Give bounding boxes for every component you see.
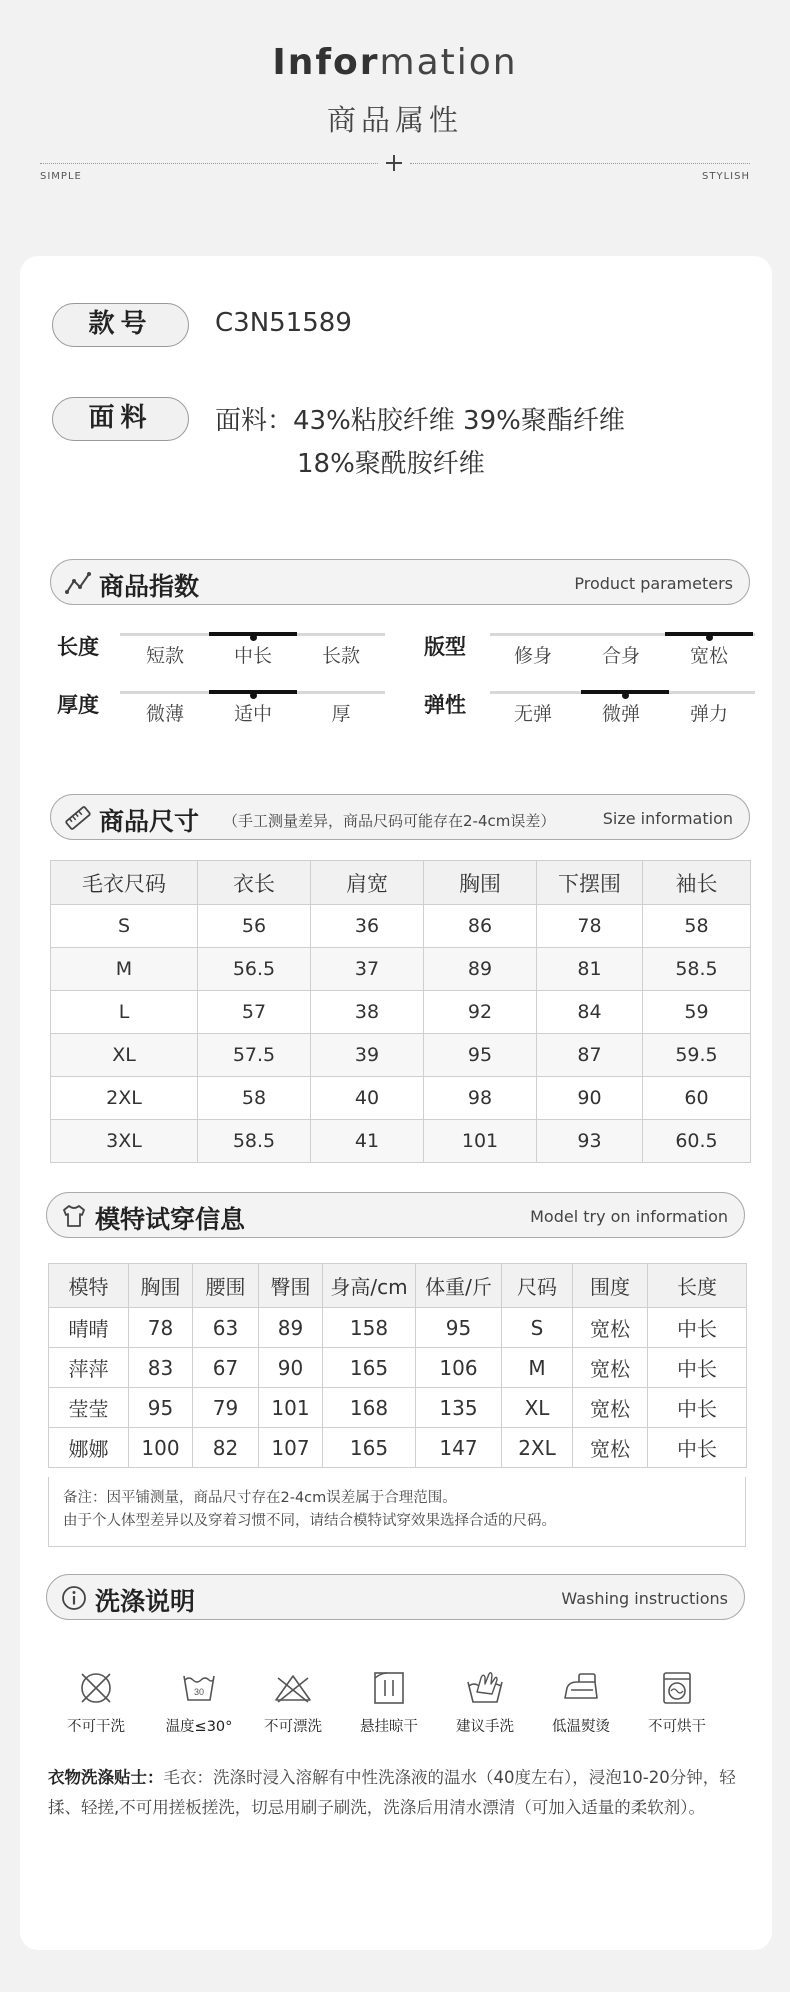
table-cell: XL <box>51 1034 198 1077</box>
table-cell: 39 <box>311 1034 424 1077</box>
table-cell: XL <box>502 1388 573 1428</box>
table-cell: 63 <box>193 1308 259 1348</box>
scale-option: 弹力 <box>689 703 728 725</box>
scale-marker <box>250 634 257 641</box>
table-cell: 3XL <box>51 1120 198 1163</box>
table-cell: 中长 <box>648 1428 747 1468</box>
size-title: 商品尺寸 <box>99 807 200 836</box>
table-cell: 宽松 <box>573 1428 648 1468</box>
table-row <box>51 905 751 948</box>
wash-section-bar <box>46 1574 745 1620</box>
scale-label: 厚度 <box>57 693 99 717</box>
wash-item-no-dry-clean <box>48 1668 144 1736</box>
table-cell: 95 <box>424 1034 537 1077</box>
table-cell: S <box>502 1308 573 1348</box>
table-cell: 106 <box>416 1348 502 1388</box>
col-header: 腰围 <box>193 1264 259 1308</box>
table-cell: 萍萍 <box>49 1348 129 1388</box>
trend-icon <box>65 570 91 596</box>
cross-icon <box>385 154 403 172</box>
wash-label: 不可漂洗 <box>264 1719 322 1735</box>
hand-wash-icon <box>465 1668 505 1708</box>
table-cell: 82 <box>193 1428 259 1468</box>
scale-option: 厚 <box>331 703 351 725</box>
table-cell: 2XL <box>502 1428 573 1468</box>
size-section-bar <box>50 794 750 840</box>
header-divider-right <box>410 163 750 164</box>
table-cell: 165 <box>323 1428 416 1468</box>
ruler-icon <box>65 805 91 831</box>
table-row <box>51 948 751 991</box>
table-cell: 60 <box>643 1077 751 1120</box>
header-title <box>0 42 790 83</box>
scale-option: 长款 <box>321 645 360 667</box>
table-cell: 81 <box>537 948 643 991</box>
table-row <box>51 1077 751 1120</box>
col-header: 毛衣尺码 <box>51 861 198 905</box>
col-header: 袖长 <box>643 861 751 905</box>
table-cell: 58.5 <box>643 948 751 991</box>
table-cell: 58 <box>198 1077 311 1120</box>
header-right-word: STYLISH <box>702 171 750 182</box>
table-cell: 79 <box>193 1388 259 1428</box>
hang-dry-icon <box>369 1668 409 1708</box>
header-divider-left <box>40 163 378 164</box>
wash-label: 悬挂晾干 <box>360 1719 418 1735</box>
header-title-bold: Infor <box>272 42 380 83</box>
table-cell: 59 <box>643 991 751 1034</box>
table-cell: L <box>51 991 198 1034</box>
table-cell: 158 <box>323 1308 416 1348</box>
col-header: 胸围 <box>424 861 537 905</box>
scale-option: 中长 <box>233 645 272 667</box>
scale-label: 版型 <box>424 635 466 659</box>
params-en: Product parameters <box>574 574 733 593</box>
table-row <box>49 1388 747 1428</box>
wash-temp-badge: 30 <box>193 1687 205 1697</box>
wash-tips <box>48 1763 768 1823</box>
shirt-icon <box>61 1203 87 1229</box>
table-cell: 100 <box>129 1428 193 1468</box>
wash-item-low-iron <box>533 1668 629 1736</box>
header-subtitle: 商品属性 <box>326 103 463 137</box>
size-note: （手工测量差异，商品尺码可能存在2-4cm误差） <box>223 812 556 830</box>
table-cell: S <box>51 905 198 948</box>
wash-30-icon <box>179 1668 219 1708</box>
model-en: Model try on information <box>530 1207 728 1226</box>
no-dry-clean-icon <box>76 1668 116 1708</box>
table-cell: 莹莹 <box>49 1388 129 1428</box>
table-cell: 41 <box>311 1120 424 1163</box>
col-header: 模特 <box>49 1264 129 1308</box>
size-en: Size information <box>602 809 733 828</box>
table-cell: 38 <box>311 991 424 1034</box>
wash-label: 建议手洗 <box>456 1719 514 1735</box>
model-title: 模特试穿信息 <box>95 1205 246 1234</box>
table-cell: M <box>502 1348 573 1388</box>
wash-label: 温度≤30° <box>165 1719 233 1735</box>
table-cell: 95 <box>416 1308 502 1348</box>
wash-item-no-tumble-dry <box>629 1668 725 1736</box>
fabric-line-2: 18%聚酰胺纤维 <box>297 449 485 479</box>
table-row <box>51 991 751 1034</box>
table-row <box>49 1428 747 1468</box>
no-bleach-icon <box>273 1668 313 1708</box>
col-header: 肩宽 <box>311 861 424 905</box>
scale-option: 适中 <box>233 703 272 725</box>
table-cell: 宽松 <box>573 1348 648 1388</box>
style-value: C3N51589 <box>215 308 352 338</box>
table-cell: 86 <box>424 905 537 948</box>
table-cell: 168 <box>323 1388 416 1428</box>
table-cell: 56 <box>198 905 311 948</box>
remark-line-1: 备注：因平铺测量，商品尺寸存在2-4cm误差属于合理范围。 <box>63 1490 457 1506</box>
table-cell: 95 <box>129 1388 193 1428</box>
wash-tips-text: 毛衣：洗涤时浸入溶解有中性洗涤液的温水（40度左右），浸泡10-20分钟，轻揉、轻搓,不可用搓板搓洗，切忌用刷子刷洗，洗涤后用清水漂清（可加入适量的柔软剂）。 <box>48 1768 736 1817</box>
table-cell: 83 <box>129 1348 193 1388</box>
table-cell: 67 <box>193 1348 259 1388</box>
scale-option: 修身 <box>513 645 552 667</box>
table-cell: 89 <box>424 948 537 991</box>
size-table <box>50 860 751 1163</box>
scale-label: 长度 <box>57 635 99 659</box>
table-cell: 57.5 <box>198 1034 311 1077</box>
table-cell: 60.5 <box>643 1120 751 1163</box>
wash-label: 不可烘干 <box>648 1719 706 1735</box>
table-cell: 90 <box>259 1348 323 1388</box>
table-cell: 2XL <box>51 1077 198 1120</box>
table-cell: 娜娜 <box>49 1428 129 1468</box>
col-header: 尺码 <box>502 1264 573 1308</box>
table-cell: 93 <box>537 1120 643 1163</box>
table-cell: 98 <box>424 1077 537 1120</box>
table-cell: 87 <box>537 1034 643 1077</box>
wash-item-hand-wash <box>437 1668 533 1736</box>
table-cell: 59.5 <box>643 1034 751 1077</box>
wash-item-no-bleach <box>245 1668 341 1736</box>
scale-option: 微薄 <box>145 703 184 725</box>
wash-title: 洗涤说明 <box>95 1587 196 1616</box>
scale-option: 无弹 <box>513 703 552 725</box>
table-cell: 147 <box>416 1428 502 1468</box>
scale-marker <box>706 634 713 641</box>
table-cell: 晴晴 <box>49 1308 129 1348</box>
table-cell: 58.5 <box>198 1120 311 1163</box>
table-cell: 58 <box>643 905 751 948</box>
fabric-label-pill: 面料 <box>52 397 189 441</box>
table-cell: 165 <box>323 1348 416 1388</box>
params-title: 商品指数 <box>99 572 200 601</box>
table-cell: 宽松 <box>573 1388 648 1428</box>
table-cell: 宽松 <box>573 1308 648 1348</box>
col-header: 下摆围 <box>537 861 643 905</box>
table-cell: 101 <box>259 1388 323 1428</box>
model-table <box>48 1263 747 1468</box>
table-cell: 57 <box>198 991 311 1034</box>
table-cell: 中长 <box>648 1388 747 1428</box>
table-cell: 78 <box>129 1308 193 1348</box>
table-cell: M <box>51 948 198 991</box>
table-cell: 56.5 <box>198 948 311 991</box>
table-row <box>51 1120 751 1163</box>
style-label-pill: 款号 <box>52 303 189 347</box>
table-cell: 中长 <box>648 1348 747 1388</box>
col-header: 体重/斤 <box>416 1264 502 1308</box>
table-cell: 107 <box>259 1428 323 1468</box>
params-section-bar <box>50 559 750 605</box>
table-cell: 中长 <box>648 1308 747 1348</box>
low-iron-icon <box>561 1668 601 1708</box>
col-header: 衣长 <box>198 861 311 905</box>
table-cell: 89 <box>259 1308 323 1348</box>
wash-item-temp <box>151 1668 247 1736</box>
wash-tips-label: 衣物洗涤贴士： <box>48 1768 164 1787</box>
col-header: 长度 <box>648 1264 747 1308</box>
table-cell: 84 <box>537 991 643 1034</box>
model-section-bar <box>46 1192 745 1238</box>
col-header: 胸围 <box>129 1264 193 1308</box>
table-cell: 90 <box>537 1077 643 1120</box>
table-cell: 92 <box>424 991 537 1034</box>
scale-marker <box>250 692 257 699</box>
no-tumble-dry-icon <box>657 1668 697 1708</box>
header-title-light: mation <box>379 42 518 83</box>
table-cell: 37 <box>311 948 424 991</box>
col-header: 围度 <box>573 1264 648 1308</box>
model-table-header <box>49 1264 747 1308</box>
table-row <box>49 1308 747 1348</box>
table-cell: 101 <box>424 1120 537 1163</box>
table-cell: 36 <box>311 905 424 948</box>
wash-item-hang-dry <box>341 1668 437 1736</box>
scale-option: 微弹 <box>601 703 640 725</box>
table-row <box>49 1348 747 1388</box>
scale-label: 弹性 <box>424 693 466 717</box>
table-cell: 40 <box>311 1077 424 1120</box>
wash-en: Washing instructions <box>561 1589 728 1608</box>
header-left-word: SIMPLE <box>40 171 82 182</box>
model-remark <box>48 1477 746 1547</box>
size-table-header <box>51 861 751 905</box>
col-header: 臀围 <box>259 1264 323 1308</box>
scale-option: 宽松 <box>689 645 728 667</box>
col-header: 身高/cm <box>323 1264 416 1308</box>
fabric-line-1: 面料：43%粘胶纤维 39%聚酯纤维 <box>215 406 625 436</box>
table-row <box>51 1034 751 1077</box>
table-cell: 135 <box>416 1388 502 1428</box>
wash-label: 低温熨烫 <box>552 1719 610 1735</box>
info-icon <box>61 1585 87 1611</box>
table-cell: 78 <box>537 905 643 948</box>
scale-option: 合身 <box>601 645 640 667</box>
scale-marker <box>622 692 629 699</box>
wash-label: 不可干洗 <box>67 1719 125 1735</box>
scale-option: 短款 <box>145 645 184 667</box>
remark-line-2: 由于个人体型差异以及穿着习惯不同，请结合模特试穿效果选择合适的尺码。 <box>63 1513 556 1529</box>
